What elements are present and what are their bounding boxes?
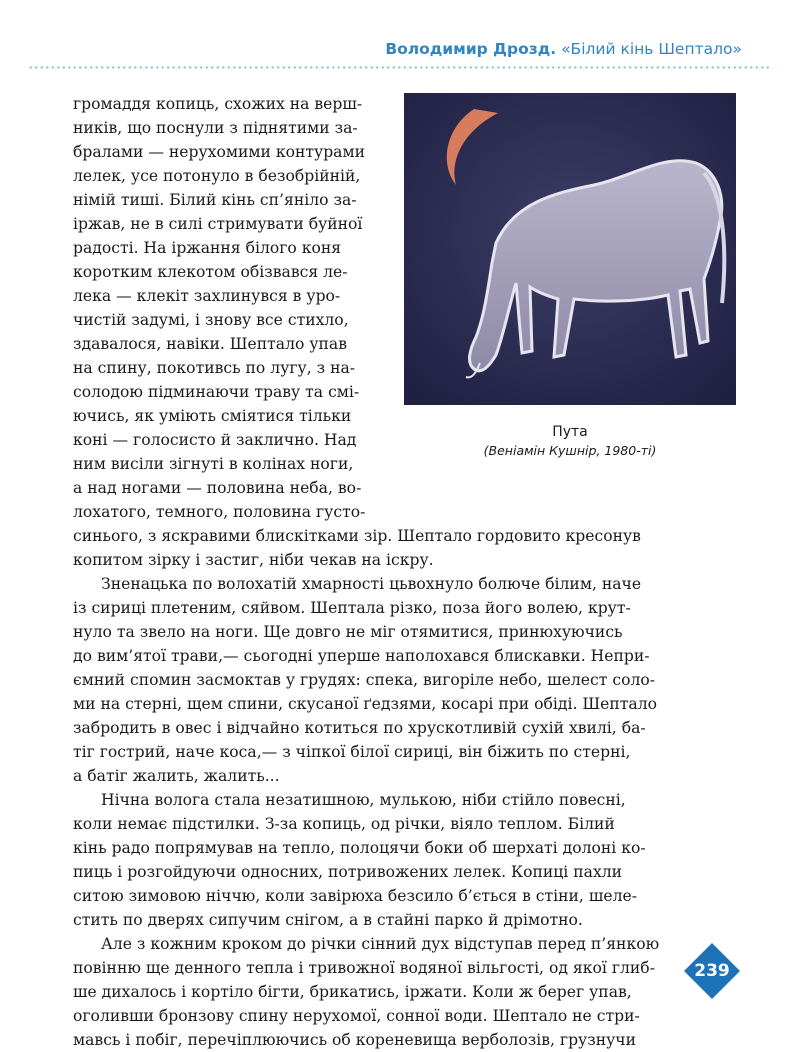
text-line: ситою зимовою ніччю, коли завірюха безсило б’ється в стіни, шеле-: [73, 887, 637, 905]
text-line: лека — клекіт захлинувся в уро-: [73, 287, 341, 305]
text-line: бралами — нерухомими контурами: [73, 143, 365, 161]
text-line: синього, з яскравими блискітками зір. Шептало гордовито кресонув: [73, 527, 641, 545]
text-line: громаддя копиць, схожих на верш-: [73, 95, 363, 113]
text-line: коні — голосисто й заклично. Над: [73, 431, 357, 449]
text-line: кінь радо попрямував на тепло, полоцячи боки об шерхаті долоні ко-: [73, 839, 646, 857]
text-line: коротким клекотом обізвався ле-: [73, 263, 348, 281]
text-line: лохатого, темного, половина густо-: [73, 503, 366, 521]
text-line: ше дихалось і кортіло бігти, брикатись, іржати. Коли ж берег упав,: [73, 983, 632, 1001]
text-line: мавсь і побіг, перечіплюючись об кореневища верболозів, грузнучи: [73, 1031, 637, 1049]
text-line: повінню ще денного тепла і тривожної водяної вільгості, од якої глиб-: [73, 959, 655, 977]
text-line: пиць і розгойдуючи односних, потривожених лелек. Копиці пахли: [73, 863, 623, 881]
text-line: солодою підминаючи траву та смі-: [73, 383, 360, 401]
text-line: а над ногами — половина неба, во-: [73, 479, 362, 497]
header-work-title: «Білий кінь Шептало»: [561, 40, 742, 58]
text-line: ним висіли зігнуті в колінах ноги,: [73, 455, 354, 473]
text-line: німій тиші. Білий кінь сп’яніло за-: [73, 191, 357, 209]
text-line: здавалося, навіки. Шептало упав: [73, 335, 348, 353]
text-line: тіг гострий, наче коса,— з чіпкої білої сириці, він біжить по стерні,: [73, 743, 631, 761]
text-line: оголивши бронзову спину нерухомої, сонної води. Шептало не стри-: [73, 1007, 640, 1025]
text-line: на спину, покотивсь по лугу, з на-: [73, 359, 356, 377]
text-line: лелек, усе потонуло в безобрійній,: [73, 167, 361, 185]
text-line: Але з кожним кроком до річки сінний дух відступав перед п’янкою: [101, 935, 660, 953]
text-line: коли немає підстилки. З-за копиць, од річки, віяло теплом. Білий: [73, 815, 615, 833]
text-line: Нічна волога стала незатишною, мулькою, ніби стійло повесні,: [101, 791, 626, 809]
text-line: радості. На іржання білого коня: [73, 239, 342, 257]
figure-caption-title: Пута: [552, 424, 588, 440]
text-line: із сириці плетеним, сяйвом. Шептала різко, поза його волею, крут-: [73, 599, 631, 617]
text-line: забродить в овес і відчайно котиться по хрускотливій сухій хвилі, ба-: [73, 719, 646, 737]
page-number: 239: [694, 961, 730, 981]
text-line: нуло та звело на ноги. Ще довго не міг отямитися, принюхуючись: [73, 623, 623, 641]
text-line: ємний спомин засмоктав у грудях: спека, вигоріле небо, шелест соло-: [73, 671, 656, 689]
header-author: Володимир Дрозд.: [385, 40, 557, 58]
text-line: чистій задумі, і знову все стихло,: [73, 311, 349, 329]
text-line: ників, що поснули з піднятими за-: [73, 119, 358, 137]
text-line: стить по дверях сипучим снігом, а в стайні парко й дрімотно.: [73, 911, 583, 929]
figure-caption-subtitle: (Веніамін Кушнір, 1980-ті): [483, 443, 657, 458]
text-line: Зненацька по волохатій хмарності цьвохнуло болюче білим, наче: [101, 575, 642, 593]
text-line: ми на стерні, щем спини, скусаної ґедзями, косарі при обіді. Шептало: [73, 695, 658, 713]
painting-image: [404, 93, 736, 405]
text-line: до вим’ятої трави,— сьогодні уперше наполохався блискавки. Непри-: [73, 647, 650, 665]
running-header: [385, 40, 742, 58]
text-line: ючись, як уміють сміятися тільки: [73, 407, 352, 425]
text-line: копитом зірку і застиг, ніби чекав на іскру.: [73, 551, 434, 569]
header-dotted-rule: [28, 66, 772, 69]
text-line: іржав, не в силі стримувати буйної: [73, 215, 363, 233]
text-line: а батіг жалить, жалить...: [73, 767, 280, 785]
